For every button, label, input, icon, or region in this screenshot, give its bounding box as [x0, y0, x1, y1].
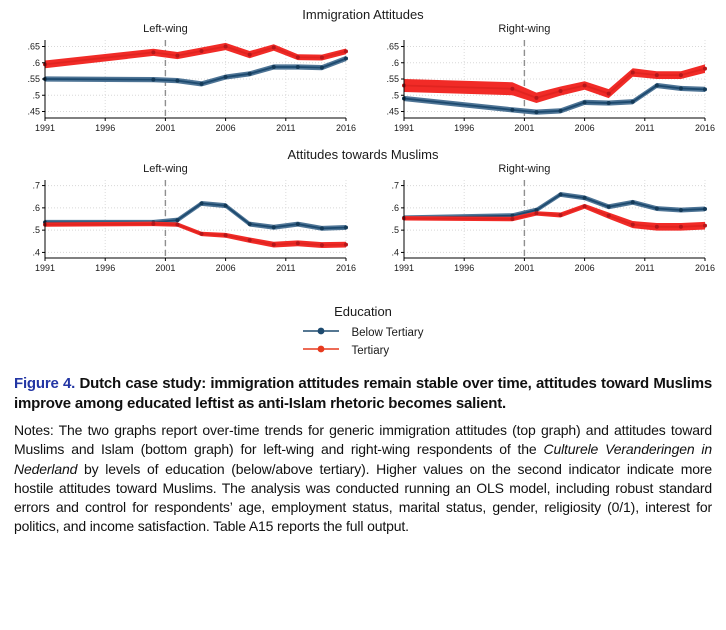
svg-text:2001: 2001	[155, 263, 176, 273]
svg-text:.6: .6	[32, 57, 40, 68]
notes-text-1: Notes: The two graphs report over-time trends for generic immigration attitudes (top graph) and attitudes toward Muslims and Islam (bottom graph) for left-wing and right-wing respondents of the	[14, 421, 712, 458]
figure-caption	[14, 374, 712, 414]
svg-text:2001: 2001	[514, 123, 535, 133]
svg-text:2011: 2011	[635, 123, 655, 133]
svg-text:.45: .45	[386, 106, 399, 117]
figure-notes	[14, 421, 712, 537]
figure-root	[0, 7, 726, 537]
svg-text:.4: .4	[32, 247, 40, 258]
figure-number-label: Figure 4.	[14, 375, 76, 392]
line-chart-left-wing	[11, 162, 356, 278]
legend-item-below-tertiary	[302, 326, 423, 339]
svg-text:.55: .55	[27, 74, 40, 84]
tertiary-line-icon	[302, 344, 340, 357]
legend-label-tertiary: Tertiary	[351, 344, 390, 357]
chart-title-attitudes-towards-muslims: Attitudes towards Muslims	[287, 147, 439, 162]
svg-text:2006: 2006	[215, 123, 236, 133]
panel-subtitle: Left-wing	[143, 23, 188, 35]
svg-text:2006: 2006	[215, 263, 236, 273]
svg-text:.7: .7	[391, 180, 399, 191]
svg-text:.6: .6	[391, 57, 399, 68]
svg-text:1996: 1996	[454, 123, 475, 133]
svg-text:.5: .5	[391, 225, 399, 236]
chart-row-immigration	[0, 22, 726, 138]
legend-title: Education	[334, 304, 392, 319]
svg-text:.45: .45	[27, 106, 40, 117]
line-chart-right-wing	[370, 22, 715, 138]
chart-title-immigration-attitudes: Immigration Attitudes	[302, 7, 424, 22]
svg-text:1991: 1991	[393, 263, 415, 273]
svg-text:2006: 2006	[574, 263, 595, 273]
legend	[0, 304, 726, 357]
notes-italic-source: Culturele Veranderingen in Nederland	[14, 441, 712, 477]
svg-text:1996: 1996	[95, 263, 116, 273]
svg-text:1991: 1991	[393, 123, 415, 133]
svg-text:.65: .65	[27, 41, 40, 52]
svg-text:2016: 2016	[694, 263, 715, 273]
panel-subtitle: Right-wing	[498, 23, 551, 35]
svg-text:2016: 2016	[335, 263, 356, 273]
svg-text:2001: 2001	[155, 123, 176, 133]
line-chart-left-wing	[11, 22, 356, 138]
svg-text:2001: 2001	[514, 263, 535, 273]
svg-text:2016: 2016	[694, 123, 715, 133]
legend-rows	[302, 321, 423, 357]
notes-text-2: by levels of education (below/above tertiary). Higher values on the second indicator indicate more hostile attitudes toward Muslims. The analysis was conducted running an OLS model, including robust standard errors and control for respondents’ age, employment status, marital status, gender, religiosity (0/1), interest for politics, and income satisfaction. Table A15 reports the full output.	[14, 460, 712, 535]
panel-subtitle: Right-wing	[498, 163, 551, 175]
svg-text:1996: 1996	[454, 263, 475, 273]
svg-text:.55: .55	[386, 74, 399, 84]
svg-text:.6: .6	[391, 202, 399, 213]
svg-text:.6: .6	[32, 202, 40, 213]
svg-text:2011: 2011	[635, 263, 655, 273]
svg-text:1991: 1991	[34, 263, 56, 273]
chart-panel-muslims-left-wing	[11, 162, 356, 278]
panel-subtitle: Left-wing	[143, 163, 188, 175]
svg-text:2011: 2011	[276, 123, 296, 133]
svg-text:.65: .65	[386, 41, 399, 52]
chart-panel-immigration-right-wing	[370, 22, 715, 138]
legend-label-below-tertiary: Below Tertiary	[351, 326, 424, 339]
svg-text:1996: 1996	[95, 123, 116, 133]
line-chart-right-wing	[370, 162, 715, 278]
chart-row-muslims	[0, 162, 726, 278]
below-tertiary-line-icon	[302, 326, 340, 339]
svg-text:.5: .5	[32, 90, 40, 101]
svg-text:.5: .5	[391, 90, 399, 101]
svg-text:2006: 2006	[574, 123, 595, 133]
figure-caption-text: Dutch case study: immigration attitudes remain stable over time, attitudes toward Muslims improve among educated leftist as anti-Islam rhetoric becomes salient.	[14, 375, 712, 412]
svg-text:.4: .4	[391, 247, 399, 258]
svg-text:.5: .5	[32, 225, 40, 236]
chart-panel-immigration-left-wing	[11, 22, 356, 138]
chart-panel-muslims-right-wing	[370, 162, 715, 278]
svg-text:2016: 2016	[335, 123, 356, 133]
svg-text:.7: .7	[32, 180, 40, 191]
svg-text:1991: 1991	[34, 123, 56, 133]
legend-item-tertiary	[302, 344, 389, 357]
svg-text:2011: 2011	[276, 263, 296, 273]
